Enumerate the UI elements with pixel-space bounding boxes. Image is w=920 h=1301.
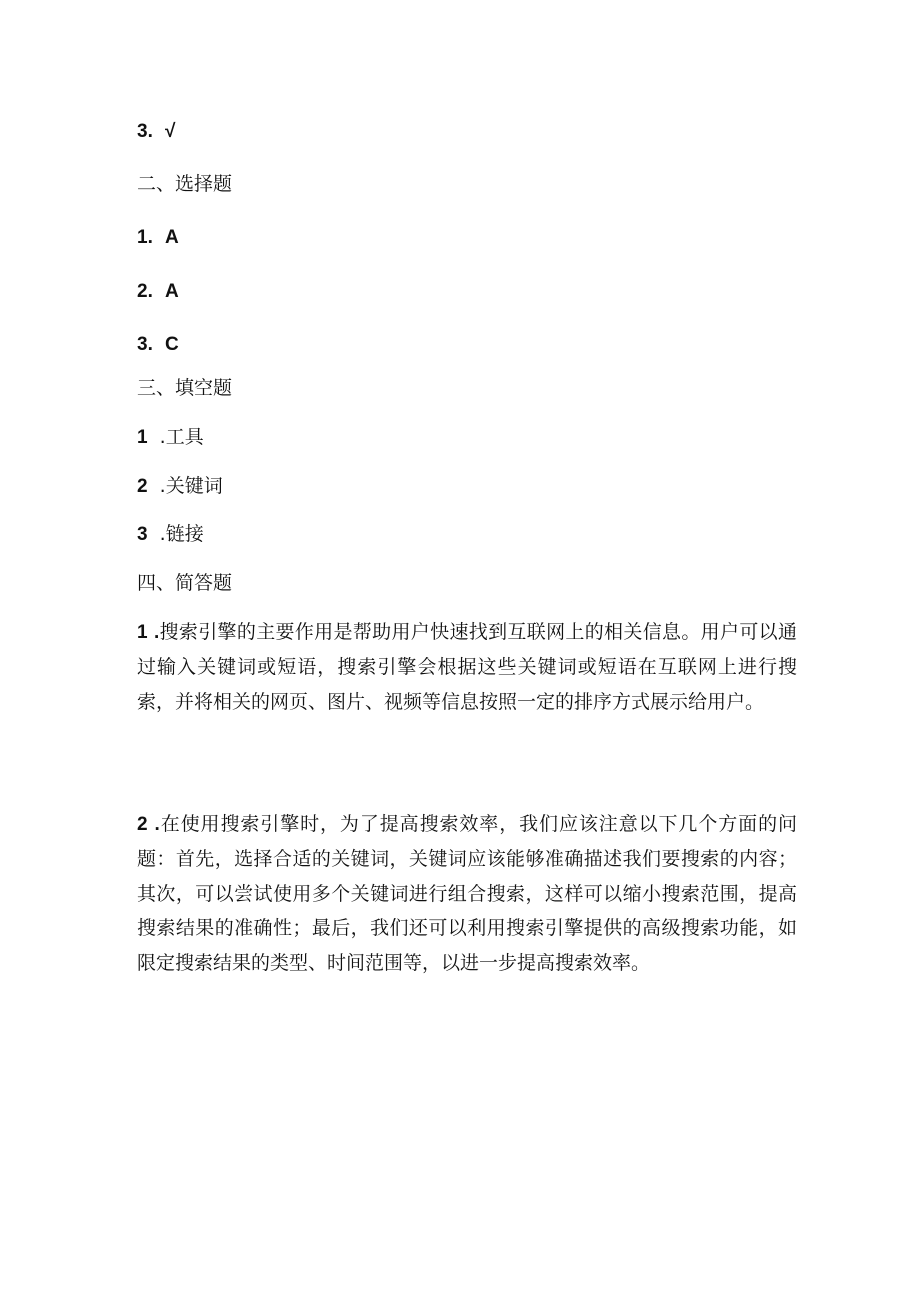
item-answer-text: 在使用搜索引擎时，为了提高搜索效率，我们应该注意以下几个方面的问题：首先，选择合适的关键词，关键词应该能够准确描述我们要搜索的内容；其次，可以尝试使用多个关键词进行组合搜索，这样可以缩小搜索范围，提高搜索结果的准确性；最后，我们还可以利用搜索引擎提供的高级搜索功能，如限定搜索结果的类型、时间范围等，以进一步提高搜索效率。 <box>137 813 797 974</box>
item-answer-text: 搜索引擎的主要作用是帮助用户快速找到互联网上的相关信息。用户可以通过输入关键词或短语，搜索引擎会根据这些关键词或短语在互联网上进行搜索，并将相关的网页、图片、视频等信息按照一定的排序方式展示给用户。 <box>137 621 797 713</box>
item-lead: . <box>153 622 160 643</box>
item-number: 2. <box>137 281 153 302</box>
fill-item-3 <box>137 521 204 548</box>
choice-item-1 <box>137 224 179 251</box>
section-heading-fill: 三、填空题 <box>137 377 233 399</box>
item-number: 1. <box>137 227 153 248</box>
item-number: 3. <box>137 121 153 142</box>
item-answer: A <box>164 281 179 302</box>
short-answer-2 <box>137 807 797 980</box>
item-answer: √ <box>164 121 176 142</box>
item-answer: .关键词 <box>159 475 223 497</box>
item-number: 1 <box>137 427 148 448</box>
short-answer-1 <box>137 615 797 719</box>
item-answer: C <box>164 334 179 355</box>
section-heading-choice: 二、选择题 <box>137 173 233 195</box>
item-number: 3. <box>137 334 153 355</box>
choice-item-3 <box>137 331 179 358</box>
item-number: 2 <box>137 814 148 835</box>
item-lead: . <box>154 814 160 835</box>
fill-item-1 <box>137 424 204 451</box>
item-answer: .链接 <box>159 523 204 545</box>
item-answer: .工具 <box>159 426 204 448</box>
item-number: 2 <box>137 476 148 497</box>
item-number: 3 <box>137 524 148 545</box>
item-number: 1 <box>137 622 148 643</box>
choice-item-2 <box>137 278 179 305</box>
fill-item-2 <box>137 473 223 500</box>
section-heading-short: 四、简答题 <box>137 572 233 594</box>
judgement-item-3 <box>137 118 175 145</box>
item-answer: A <box>164 227 179 248</box>
